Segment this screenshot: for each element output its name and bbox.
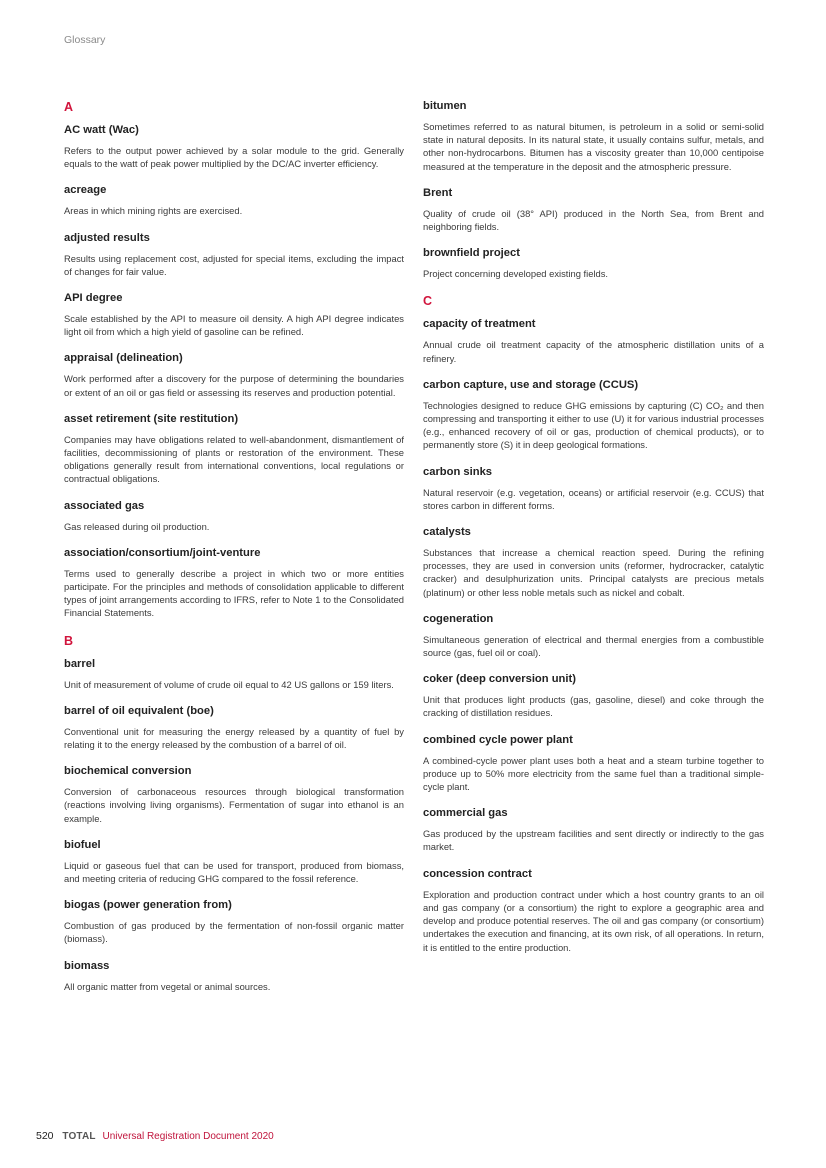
glossary-definition: Annual crude oil treatment capacity of the atmospheric distillation units of a refinery.: [423, 339, 764, 364]
glossary-entry: [64, 291, 404, 338]
glossary-term: biofuel: [64, 838, 101, 851]
glossary-entry: [423, 806, 764, 853]
glossary-definition: Gas released during oil production.: [64, 520, 210, 532]
glossary-entry: [64, 838, 404, 885]
glossary-term: appraisal (delineation): [64, 352, 183, 365]
glossary-term: biochemical conversion: [64, 765, 192, 778]
glossary-column-right: [423, 99, 764, 967]
glossary-entry: [64, 123, 404, 170]
glossary-definition: Substances that increase a chemical reaction speed. During the refining processes, they are used in conversion units (reformer, hydrocracker, catalytic cracker) and desulphurization units. Principal catalysts are precious metals (platinum) or other less noble metals such as nickel and cobalt.: [423, 547, 764, 598]
glossary-definition: Areas in which mining rights are exercised.: [64, 205, 243, 217]
glossary-term: biogas (power generation from): [64, 899, 232, 912]
glossary-term: combined cycle power plant: [423, 733, 573, 746]
glossary-definition: Work performed after a discovery for the purpose of determining the boundaries or extent of an oil or gas field or assessing its reserves and production potential.: [64, 373, 404, 398]
glossary-definition: Combustion of gas produced by the fermentation of non-fossil organic matter (biomass).: [64, 920, 404, 945]
glossary-entry: [64, 351, 404, 398]
running-header: Glossary: [64, 34, 106, 46]
glossary-term: API degree: [64, 292, 123, 305]
glossary-term: association/consortium/joint-venture: [64, 546, 261, 559]
glossary-entry: [423, 733, 764, 794]
glossary-definition: Quality of crude oil (38° API) produced in the North Sea, from Brent and neighboring fields.: [423, 207, 764, 233]
glossary-entry: [423, 246, 764, 280]
glossary-definition: A combined-cycle power plant uses both a heat and a steam turbine together to produce up to 50% more electricity from the same fuel than a traditional simple-cycle plant.: [423, 754, 764, 793]
glossary-term: capacity of treatment: [423, 318, 536, 331]
glossary-definition: Unit of measurement of volume of crude oil equal to 42 US gallons or 159 liters.: [64, 678, 394, 690]
glossary-term: adjusted results: [64, 231, 150, 244]
glossary-definition: Exploration and production contract under which a host country grants to an oil and gas company (or a consortium) the right to explore a geographic area and develop and produce potential reserves. The oil and gas company (or consortium) undertakes the execution and financing, at its own risk, of all operations. In return, it is entitled to the entire production.: [423, 888, 764, 953]
glossary-term: catalysts: [423, 526, 471, 539]
section-letter: B: [64, 633, 74, 648]
glossary-entry: [423, 317, 764, 364]
document-title: Universal Registration Document 2020: [102, 1131, 274, 1142]
glossary-definition: Conversion of carbonaceous resources through biological transformation (reactions involving living organisms). Fermentation of sugar into ethanol is an example.: [64, 786, 404, 824]
glossary-term: cogeneration: [423, 612, 494, 625]
glossary-definition: Conventional unit for measuring the energy released by a quantity of fuel by relating it to the energy released by the combustion of a barrel of oil.: [64, 725, 404, 751]
glossary-entry: [423, 378, 764, 452]
glossary-entry: [64, 657, 404, 691]
glossary-definition: Project concerning developed existing fields.: [423, 268, 609, 280]
glossary-term: brownfield project: [423, 247, 520, 260]
glossary-entry: [423, 465, 764, 512]
glossary-column-left: [64, 99, 404, 1006]
section-letter: C: [423, 294, 433, 309]
glossary-entry: [423, 612, 764, 659]
glossary-definition: Sometimes referred to as natural bitumen, is petroleum in a solid or semi-solid state in natural deposits. In its natural state, it usually contains sulfur, metals, and other non-hydrocarbons. Bitumen has a viscosity greater than 10,000 centipoise measured at the temperature in the deposit and the atmospheric pressure.: [423, 121, 764, 172]
glossary-definition: Results using replacement cost, adjusted for special items, excluding the impact of changes for fair value.: [64, 252, 404, 277]
glossary-entry: [64, 704, 404, 751]
glossary-definition: Terms used to generally describe a project in which two or more entities participate. For the principles and methods of consolidation applicable to different types of joint arrangements according to IFRS, refer to Note 1 to the Consolidated Financial Statements.: [64, 567, 404, 619]
glossary-definition: Simultaneous generation of electrical and thermal energies from a combustible source (gas, fuel oil or coal).: [423, 633, 764, 659]
glossary-definition: All organic matter from vegetal or animal sources.: [64, 980, 271, 992]
glossary-entry: [64, 499, 404, 533]
glossary-term: associated gas: [64, 499, 145, 512]
glossary-term: biomass: [64, 959, 110, 972]
glossary-term: barrel of oil equivalent (boe): [64, 704, 214, 717]
glossary-entry: [423, 867, 764, 954]
page-footer: [36, 1130, 274, 1142]
glossary-term: asset retirement (site restitution): [64, 412, 239, 425]
brand-name: TOTAL: [62, 1131, 96, 1142]
glossary-definition: Scale established by the API to measure oil density. A high API degree indicates light oil from which a high yield of gasoline can be refined.: [64, 313, 404, 338]
glossary-entry: [64, 183, 404, 217]
glossary-entry: [64, 546, 404, 620]
glossary-definition: Refers to the output power achieved by a solar module to the grid. Generally equals to the watt of peak power multiplied by the DC/AC inverter efficiency.: [64, 145, 404, 170]
glossary-definition: Liquid or gaseous fuel that can be used for transport, produced from biomass, and meeting criteria of reducing GHG compared to the fossil reference.: [64, 859, 404, 885]
glossary-entry: [423, 99, 764, 173]
glossary-entry: [64, 898, 404, 945]
glossary-definition: Gas produced by the upstream facilities and sent directly or indirectly to the gas market.: [423, 828, 764, 853]
glossary-entry: [64, 959, 404, 993]
glossary-entry: [64, 412, 404, 486]
section-letter: A: [64, 100, 74, 114]
glossary-term: Brent: [423, 186, 453, 199]
glossary-term: bitumen: [423, 100, 467, 112]
glossary-term: commercial gas: [423, 807, 508, 820]
glossary-entry: [64, 764, 404, 825]
glossary-term: carbon sinks: [423, 465, 493, 478]
glossary-term: acreage: [64, 184, 107, 197]
glossary-entry: [64, 231, 404, 278]
glossary-definition: Natural reservoir (e.g. vegetation, oceans) or artificial reservoir (e.g. CCUS) that stores carbon in different forms.: [423, 486, 764, 511]
glossary-term: AC watt (Wac): [64, 124, 139, 136]
glossary-entry: [423, 186, 764, 233]
glossary-term: concession contract: [423, 867, 532, 880]
glossary-entry: [423, 525, 764, 599]
glossary-entry: [423, 672, 764, 719]
glossary-definition: Technologies designed to reduce GHG emissions by capturing (C) CO₂ and then compressing and transporting it either to use (U) it for various industrial processes (e.g., enhanced recovery of oil or gas, production of chemical products), or to permanently store (S) it in deep geological formations.: [423, 399, 764, 451]
glossary-term: barrel: [64, 657, 96, 670]
glossary-definition: Unit that produces light products (gas, gasoline, diesel) and coke through the cracking of distillation residues.: [423, 694, 764, 719]
glossary-term: carbon capture, use and storage (CCUS): [423, 378, 639, 391]
page-number: 520: [36, 1130, 54, 1142]
glossary-definition: Companies may have obligations related to well-abandonment, dismantlement of facilities, decommissioning of plants or restoration of the environment. These obligations generally result from international conventions, local regulations or contractual obligations.: [64, 433, 404, 485]
glossary-term: coker (deep conversion unit): [423, 673, 576, 686]
